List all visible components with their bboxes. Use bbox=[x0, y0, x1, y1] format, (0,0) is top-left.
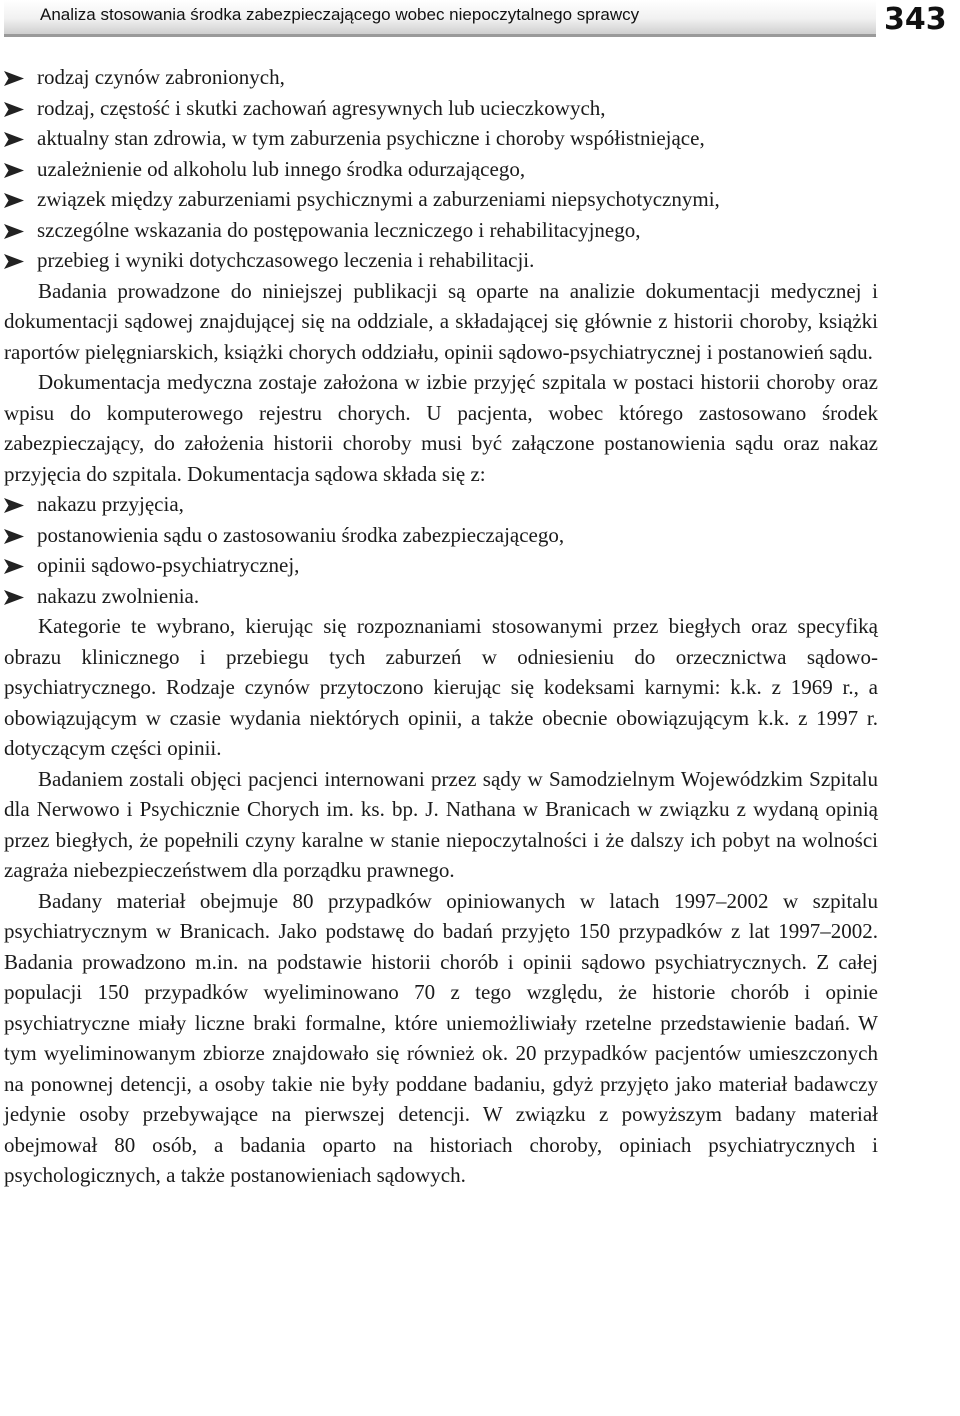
list-item-text: związek między zaburzeniami psychicznymi a zaburzeniami niepsychotycznymi, bbox=[37, 187, 720, 211]
list-item-text: nakazu przyjęcia, bbox=[37, 492, 184, 516]
list-item-text: rodzaj czynów zabronionych, bbox=[37, 65, 285, 89]
list-item bbox=[4, 215, 878, 246]
bullet-arrow-icon bbox=[4, 71, 24, 86]
bullet-arrow-icon bbox=[4, 193, 24, 208]
list-item bbox=[4, 184, 878, 215]
list-item-text: szczególne wskazania do postępowania leczniczego i rehabilitacyjnego, bbox=[37, 217, 641, 242]
list-item bbox=[4, 123, 878, 154]
body-paragraph: Dokumentacja medyczna zostaje założona w izbie przyjęć szpitala w postaci historii choroby oraz wpisu do komputerowego rejestru chorych. U pacjenta, wobec którego zastosowano środek zabezpieczający, do założenia historii choroby musi być załączone postanowienia sądu oraz nakaz przyjęcia do szpitala. Dokumentacja sądowa składa się z: bbox=[4, 370, 878, 486]
list-item bbox=[4, 581, 878, 612]
list-item-text: rodzaj, częstość i skutki zachowań agresywnych lub ucieczkowych, bbox=[37, 95, 606, 120]
body-paragraph: Kategorie te wybrano, kierując się rozpoznaniami stosowanymi przez biegłych oraz specyfiką obrazu klinicznego i przebiegu tych zaburzeń w odniesieniu do orzecznictwa sądowo-psychiatrycznego. Rodzaje czynów przytoczono kierując się kodeksami karnymi: k.k. z 1969 r., a obowiązującym w czasie wydania niektórych opinii, a także obecnie obowiązującym k.k. z 1997 r. dotyczącym części opinii. bbox=[4, 614, 878, 760]
list-item-text: opinii sądowo-psychiatrycznej, bbox=[37, 553, 300, 577]
list-item-text: przebieg i wyniki dotychczasowego leczenia i rehabilitacji. bbox=[37, 248, 535, 272]
list-item bbox=[4, 550, 878, 581]
list-item-text: aktualny stan zdrowia, w tym zaburzenia psychiczne i choroby współistniejące, bbox=[37, 126, 705, 150]
court-documentation-list bbox=[4, 489, 878, 611]
running-header bbox=[0, 0, 960, 40]
bullet-arrow-icon bbox=[4, 590, 24, 605]
body-paragraph: Badany materiał obejmuje 80 przypadków opiniowanych w latach 1997–2002 w szpitalu psychiatrycznym w Branicach. Jako podstawę do badań przyjęto 150 przypadków z lat 1997–2002. Badania prowadzono m.in. na podstawie historii chorób i opinii sądowo psychiatrycznych. Z całej populacji 150 przypadków wyeliminowano 70 z tego względu, że historie chorób i opinie psychiatryczne miały liczne braki formalne, które uniemożliwiały rzetelne przedstawienie badań. W tym wyeliminowanym zbiorze znajdowało się również ok. 20 przypadków pacjentów umieszczonych na ponownej detencji, a osoby takie nie były poddane badaniu, gdyż przyjęto jako materiał badawczy jedynie osoby przebywające na pierwszej detencji. W związku z powyższym badany materiał obejmował 80 osób, a badania oparto na historiach choroby, opiniach psychiatrycznych i psychologicznych, a także postanowieniach sądowych. bbox=[4, 888, 878, 1187]
list-item bbox=[4, 62, 878, 93]
body-paragraph: Badania prowadzone do niniejszej publikacji są oparte na analizie dokumentacji medycznej i dokumentacji sądowej znajdującej się na oddziale, a składającej się głównie z historii choroby, książki raportów pielęgniarskich, książki chorych oddziału, opinii sądowo-psychiatrycznej i postanowień sądu. bbox=[4, 278, 878, 364]
bullet-arrow-icon bbox=[4, 498, 24, 513]
bullet-arrow-icon bbox=[4, 132, 24, 147]
list-item bbox=[4, 154, 878, 185]
list-item-text: uzależnienie od alkoholu lub innego środka odurzającego, bbox=[37, 156, 526, 181]
list-item bbox=[4, 93, 878, 124]
bullet-arrow-icon bbox=[4, 254, 24, 269]
list-item bbox=[4, 245, 878, 276]
criteria-list bbox=[4, 62, 878, 276]
bullet-arrow-icon bbox=[4, 224, 24, 239]
body-paragraph: Badaniem zostali objęci pacjenci internowani przez sądy w Samodzielnym Wojewódzkim Szpitalu dla Nerwowo i Psychicznie Chorych im. ks. bp. J. Nathana w Branicach w związku z wydaną opinią przez biegłych, że popełnili czyny karalne w stanie niepoczytalności i że dalszy ich pobyt na wolności zagraża niebezpieczeństwem dla porządku prawnego. bbox=[4, 766, 878, 882]
header-band bbox=[4, 0, 876, 37]
page-body bbox=[4, 62, 878, 1191]
page-number: 343 bbox=[884, 2, 947, 37]
list-item bbox=[4, 489, 878, 520]
bullet-arrow-icon bbox=[4, 163, 24, 178]
list-item-text: postanowienia sądu o zastosowaniu środka zabezpieczającego, bbox=[37, 522, 565, 547]
running-header-title: Analiza stosowania środka zabezpieczającego wobec niepoczytalnego sprawcy bbox=[40, 5, 640, 24]
list-item-text: nakazu zwolnienia. bbox=[37, 583, 200, 608]
bullet-arrow-icon bbox=[4, 529, 24, 544]
bullet-arrow-icon bbox=[4, 102, 24, 117]
bullet-arrow-icon bbox=[4, 559, 24, 574]
list-item bbox=[4, 520, 878, 551]
